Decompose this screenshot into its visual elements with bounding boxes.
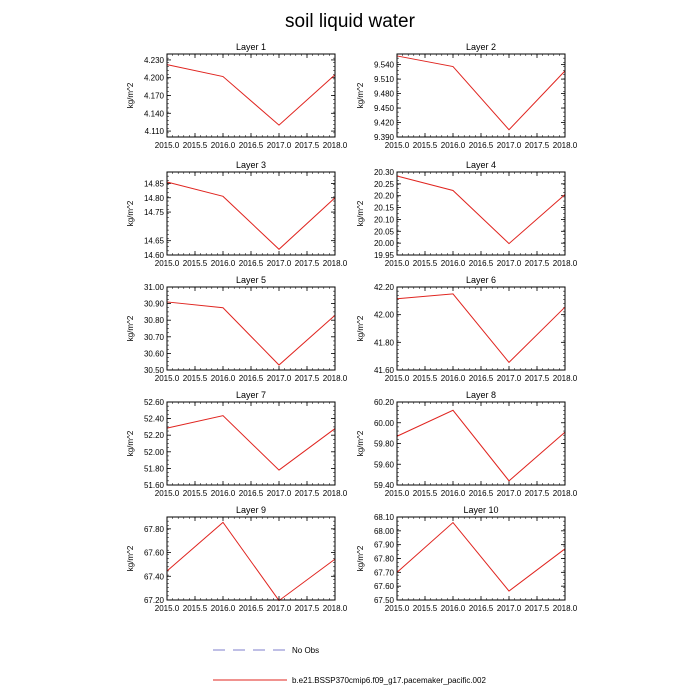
y-axis-label: kg/m^2 [356,430,365,457]
y-tick-label: 52.00 [143,447,164,457]
x-tick-label: 2015.5 [412,489,438,498]
series-line-1 [397,176,565,244]
series-line-1 [397,410,565,481]
panels-grid [126,42,578,613]
y-axis-label: kg/m^2 [126,200,135,227]
y-tick-label: 67.90 [373,540,394,550]
x-tick-label: 2015.5 [182,489,208,498]
plot-frame [397,54,565,137]
plot-frame [167,287,335,370]
x-tick-label: 2017.0 [496,604,522,613]
x-tick-label: 2016.0 [210,141,236,150]
y-tick-label: 20.05 [373,227,394,237]
y-tick-label: 51.60 [143,481,164,490]
y-tick-label: 68.00 [373,526,394,536]
y-tick-label: 9.390 [373,133,394,142]
x-tick-label: 2016.5 [468,259,494,268]
y-tick-label: 4.140 [143,109,164,119]
y-tick-label: 20.25 [373,179,394,189]
series-line-1 [397,294,565,362]
x-tick-label: 2018.0 [552,489,578,498]
y-tick-label: 67.80 [373,554,394,564]
x-tick-label: 2016.0 [440,141,466,150]
plot-frame [397,517,565,600]
x-tick-label: 2018.0 [552,141,578,150]
series-line-1 [397,56,565,130]
y-tick-label: 52.60 [143,398,164,407]
x-tick-label: 2015.0 [384,489,410,498]
chart-panel-8 [356,390,578,498]
x-tick-label: 2016.5 [468,141,494,150]
x-tick-label: 2015.5 [182,374,208,383]
x-tick-label: 2015.0 [384,141,410,150]
series-line-1 [167,65,335,125]
panel-title: Layer 6 [465,275,497,285]
x-tick-label: 2015.5 [412,374,438,383]
x-tick-label: 2015.0 [384,604,410,613]
x-tick-label: 2016.5 [238,141,264,150]
y-tick-label: 14.75 [143,208,164,218]
series-line-1 [167,182,335,249]
series-line-1 [397,523,565,591]
y-tick-label: 60.20 [373,398,394,407]
x-tick-label: 2017.5 [294,374,320,383]
x-tick-label: 2017.5 [294,604,320,613]
y-tick-label: 4.200 [143,73,164,83]
panel-title: Layer 9 [235,505,267,515]
plot-frame [167,172,335,255]
y-tick-label: 67.20 [143,596,164,605]
x-tick-label: 2018.0 [322,489,348,498]
x-tick-label: 2016.0 [440,489,466,498]
chart-panel-3 [126,160,348,268]
legend-no-obs-label: No Obs [292,646,320,655]
panel-title: Layer 8 [465,390,497,400]
y-tick-label: 59.80 [373,439,394,449]
x-tick-label: 2017.0 [496,489,522,498]
chart-panel-10 [356,505,578,613]
x-tick-label: 2016.5 [468,374,494,383]
x-tick-label: 2018.0 [322,141,348,150]
x-tick-label: 2016.5 [238,489,264,498]
y-tick-label: 67.60 [143,548,164,558]
y-axis-label: kg/m^2 [356,200,365,227]
panel-title: Layer 10 [463,505,499,515]
x-tick-label: 2015.5 [182,141,208,150]
y-axis-label: kg/m^2 [356,545,365,572]
panel-title: Layer 5 [235,275,267,285]
x-tick-label: 2015.0 [154,604,180,613]
y-tick-label: 67.50 [373,596,394,605]
x-tick-label: 2015.0 [154,259,180,268]
x-tick-label: 2017.0 [496,374,522,383]
x-tick-label: 2015.0 [154,489,180,498]
y-tick-label: 59.40 [373,481,394,490]
x-tick-label: 2016.0 [210,259,236,268]
y-tick-label: 67.80 [143,524,164,534]
y-tick-label: 20.30 [373,168,394,177]
y-axis-label: kg/m^2 [126,82,135,109]
y-tick-label: 20.15 [373,203,394,213]
y-tick-label: 42.20 [373,283,394,292]
chart-panel-1 [126,42,348,150]
series-line-1 [167,416,335,470]
x-tick-label: 2018.0 [552,374,578,383]
y-tick-label: 4.110 [144,127,164,137]
x-tick-label: 2015.5 [412,141,438,150]
x-tick-label: 2017.5 [524,259,550,268]
x-tick-label: 2017.5 [524,489,550,498]
chart-panel-5 [126,275,348,383]
y-tick-label: 9.540 [373,60,394,70]
x-tick-label: 2017.5 [524,374,550,383]
y-axis-label: kg/m^2 [356,82,365,109]
x-tick-label: 2017.5 [294,489,320,498]
y-tick-label: 67.60 [373,582,394,592]
y-tick-label: 14.60 [143,251,164,260]
y-tick-label: 52.20 [143,431,164,441]
y-tick-label: 67.40 [143,572,164,582]
panel-title: Layer 2 [465,42,497,52]
x-tick-label: 2017.0 [496,141,522,150]
x-tick-label: 2017.0 [266,374,292,383]
panel-title: Layer 7 [235,390,267,400]
x-tick-label: 2016.5 [238,604,264,613]
x-tick-label: 2015.0 [384,259,410,268]
y-axis-label: kg/m^2 [126,315,135,342]
x-tick-label: 2018.0 [552,604,578,613]
x-tick-label: 2017.5 [294,259,320,268]
panel-title: Layer 4 [465,160,497,170]
y-tick-label: 9.510 [373,75,394,85]
y-tick-label: 14.85 [143,179,164,189]
x-tick-label: 2016.5 [238,374,264,383]
chart-panel-2 [356,42,578,150]
y-tick-label: 42.00 [373,310,394,320]
y-tick-label: 9.480 [373,89,394,99]
y-tick-label: 51.80 [143,464,164,474]
x-tick-label: 2016.5 [468,604,494,613]
x-tick-label: 2017.0 [266,259,292,268]
x-tick-label: 2015.5 [182,259,208,268]
y-tick-label: 59.60 [373,460,394,470]
x-tick-label: 2017.0 [496,259,522,268]
plot-frame [397,172,565,255]
y-tick-label: 30.90 [143,299,164,309]
x-tick-label: 2018.0 [322,374,348,383]
plot-frame [397,402,565,485]
y-tick-label: 41.80 [373,338,394,348]
legend [213,646,486,685]
x-tick-label: 2015.0 [154,374,180,383]
y-tick-label: 4.230 [143,55,164,65]
y-tick-label: 20.10 [373,215,394,225]
y-tick-label: 30.80 [143,316,164,326]
x-tick-label: 2015.5 [412,259,438,268]
x-tick-label: 2016.0 [440,374,466,383]
y-axis-label: kg/m^2 [126,430,135,457]
x-tick-label: 2018.0 [322,604,348,613]
x-tick-label: 2016.5 [468,489,494,498]
chart-panel-9 [126,505,348,613]
x-tick-label: 2016.5 [238,259,264,268]
y-tick-label: 60.00 [373,418,394,428]
y-tick-label: 30.50 [143,366,164,375]
x-tick-label: 2018.0 [322,259,348,268]
y-tick-label: 14.65 [143,236,164,246]
plot-frame [167,517,335,600]
y-axis-label: kg/m^2 [356,315,365,342]
x-tick-label: 2017.0 [266,489,292,498]
y-tick-label: 30.60 [143,349,164,359]
y-tick-label: 20.20 [373,191,394,201]
x-tick-label: 2015.5 [182,604,208,613]
x-tick-label: 2017.0 [266,141,292,150]
x-tick-label: 2015.0 [154,141,180,150]
x-tick-label: 2016.0 [210,374,236,383]
x-tick-label: 2017.5 [524,604,550,613]
x-tick-label: 2016.0 [440,604,466,613]
x-tick-label: 2016.0 [210,489,236,498]
chart-panel-4 [356,160,578,268]
figure-title: soil liquid water [285,11,415,32]
y-tick-label: 30.70 [143,332,164,342]
x-tick-label: 2017.0 [266,604,292,613]
x-tick-label: 2015.0 [384,374,410,383]
series-line-1 [167,522,335,600]
y-tick-label: 19.95 [373,251,394,260]
chart-panel-7 [126,390,348,498]
x-tick-label: 2016.0 [210,604,236,613]
x-tick-label: 2018.0 [552,259,578,268]
plot-frame [167,54,335,137]
y-tick-label: 41.60 [373,366,394,375]
panel-title: Layer 3 [235,160,267,170]
chart-panel-6 [356,275,578,383]
x-tick-label: 2017.5 [524,141,550,150]
x-tick-label: 2015.5 [412,604,438,613]
y-tick-label: 52.40 [143,414,164,424]
y-tick-label: 68.10 [373,513,394,522]
y-tick-label: 9.450 [373,104,394,114]
y-tick-label: 67.70 [373,568,394,578]
y-tick-label: 4.170 [143,91,164,101]
y-tick-label: 20.00 [373,239,394,249]
series-line-1 [167,302,335,365]
legend-case-label: b.e21.BSSP370cmip6.f09_g17.pacemaker_pacific.002 [292,676,486,685]
y-tick-label: 9.420 [373,118,394,128]
x-tick-label: 2016.0 [440,259,466,268]
panel-title: Layer 1 [235,42,267,52]
y-axis-label: kg/m^2 [126,545,135,572]
y-tick-label: 31.00 [143,283,164,292]
x-tick-label: 2017.5 [294,141,320,150]
y-tick-label: 14.80 [143,193,164,203]
